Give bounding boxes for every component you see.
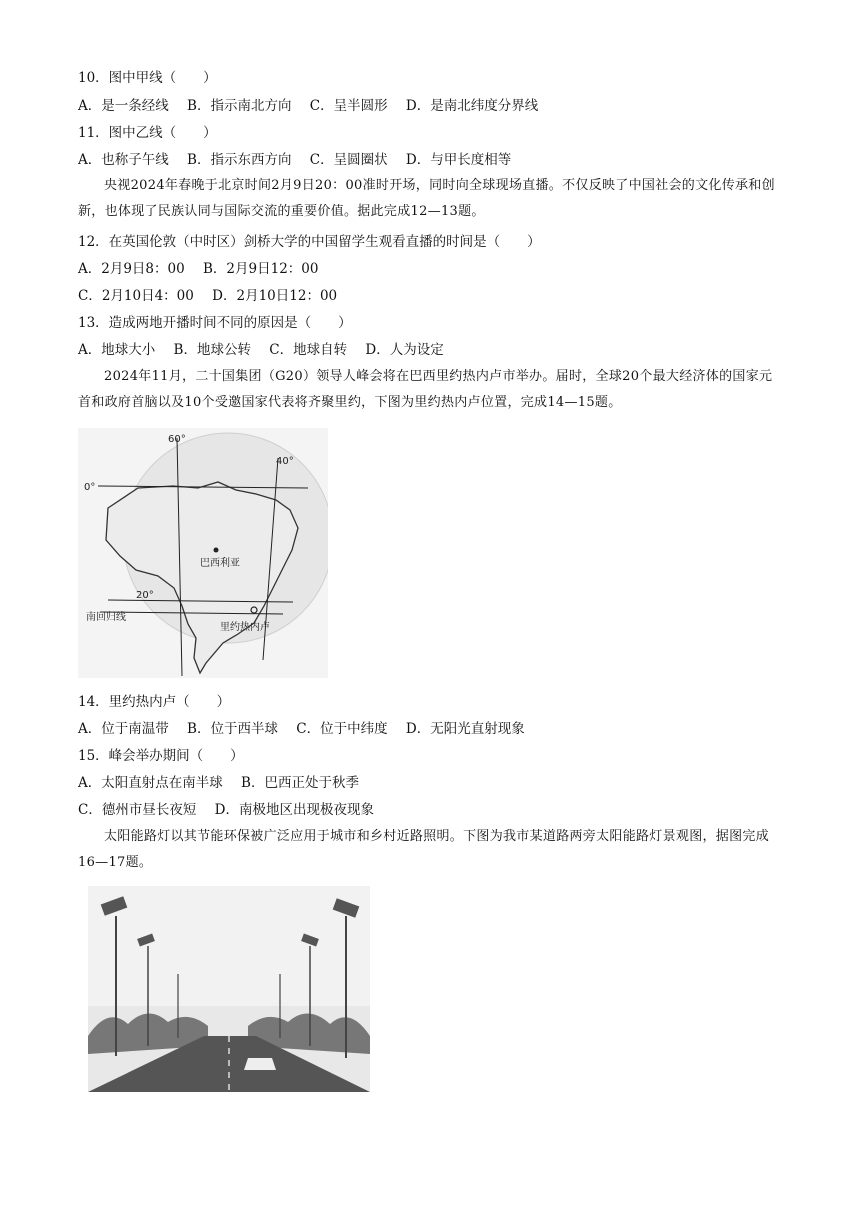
label-city: 里约热内卢 (220, 622, 270, 633)
q15-option-c[interactable]: C．德州市昼长夜短 (78, 802, 197, 818)
q12-option-c[interactable]: C．2月10日4：00 (78, 288, 194, 304)
label-20: 20° (136, 590, 154, 601)
q12-option-b[interactable]: B．2月9日12：00 (203, 261, 319, 277)
q11-options (78, 150, 525, 170)
q15-option-d[interactable]: D．南极地区出现极夜现象 (214, 802, 374, 818)
q12-stem: 12．在英国伦敦（中时区）剑桥大学的中国留学生观看直播的时间是（ ） (78, 234, 541, 250)
q11-option-c[interactable]: C．呈圆圈状 (309, 152, 388, 168)
brazil-map (78, 428, 328, 678)
q12-options-row2 (78, 286, 351, 306)
car (244, 1058, 276, 1070)
q11-option-a[interactable]: A．也称子午线 (78, 152, 169, 168)
passage-spring-gala: 央视2024年春晚于北京时间2月9日20：00准时开场，同时向全球现场直播。不仅反映了中国社会的文化传承和创新，也体现了民族认同与国际交流的重要价值。据此完成12—13题。 (78, 178, 775, 219)
q10-option-b[interactable]: B．指示南北方向 (187, 98, 292, 114)
q10-option-c[interactable]: C．呈半圆形 (309, 98, 388, 114)
label-40: 40° (276, 456, 294, 467)
label-60: 60° (168, 434, 186, 445)
q14-stem: 14．里约热内卢（ ） (78, 694, 231, 710)
passage-g20: 2024年11月，二十国集团（G20）领导人峰会将在巴西里约热内卢市举办。届时，全球20个最大经济体的国家元首和政府首脑以及10个受邀国家代表将齐聚里约，下图为里约热内卢位置，完成14—15题。 (78, 369, 773, 410)
label-tropic: 南回归线 (86, 612, 126, 623)
label-capital: 巴西利亚 (200, 558, 240, 569)
q10-stem: 10．图中甲线（ ） (78, 70, 217, 86)
passage-solar-lights: 太阳能路灯以其节能环保被广泛应用于城市和乡村近路照明。下图为我市某道路两旁太阳能路灯景观图，据图完成16—17题。 (78, 829, 770, 870)
q15-option-a[interactable]: A．太阳直射点在南半球 (78, 775, 223, 791)
q15-options-row1 (78, 773, 373, 793)
capital-marker (214, 548, 219, 553)
q12-option-d[interactable]: D．2月10日12：00 (212, 288, 338, 304)
q14-option-a[interactable]: A．位于南温带 (78, 721, 169, 737)
q13-options (78, 340, 458, 360)
road-scene (88, 886, 370, 1092)
q14-option-b[interactable]: B．位于西半球 (187, 721, 278, 737)
q15-options-row2 (78, 800, 388, 820)
q10-option-d[interactable]: D．是南北纬度分界线 (405, 98, 539, 114)
q11-option-b[interactable]: B．指示东西方向 (187, 152, 292, 168)
q13-option-c[interactable]: C．地球自转 (269, 342, 348, 358)
q11-stem: 11．图中乙线（ ） (78, 125, 217, 141)
brazil-map-figure (78, 428, 328, 678)
q12-options-row1 (78, 259, 332, 279)
q15-stem: 15．峰会举办期间（ ） (78, 748, 244, 764)
q15-option-b[interactable]: B．巴西正处于秋季 (241, 775, 359, 791)
q14-options (78, 719, 539, 739)
q10-option-a[interactable]: A．是一条经线 (78, 98, 169, 114)
solar-streetlight-photo (88, 886, 370, 1092)
q10-options (78, 96, 552, 116)
q11-option-d[interactable]: D．与甲长度相等 (405, 152, 512, 168)
q13-option-d[interactable]: D．人为设定 (365, 342, 444, 358)
q14-option-c[interactable]: C．位于中纬度 (296, 721, 388, 737)
q14-option-d[interactable]: D．无阳光直射现象 (405, 721, 525, 737)
q13-stem: 13．造成两地开播时间不同的原因是（ ） (78, 315, 352, 331)
q12-option-a[interactable]: A．2月9日8：00 (78, 261, 185, 277)
q13-option-a[interactable]: A．地球大小 (78, 342, 156, 358)
label-0: 0° (84, 482, 96, 493)
q13-option-b[interactable]: B．地球公转 (173, 342, 251, 358)
